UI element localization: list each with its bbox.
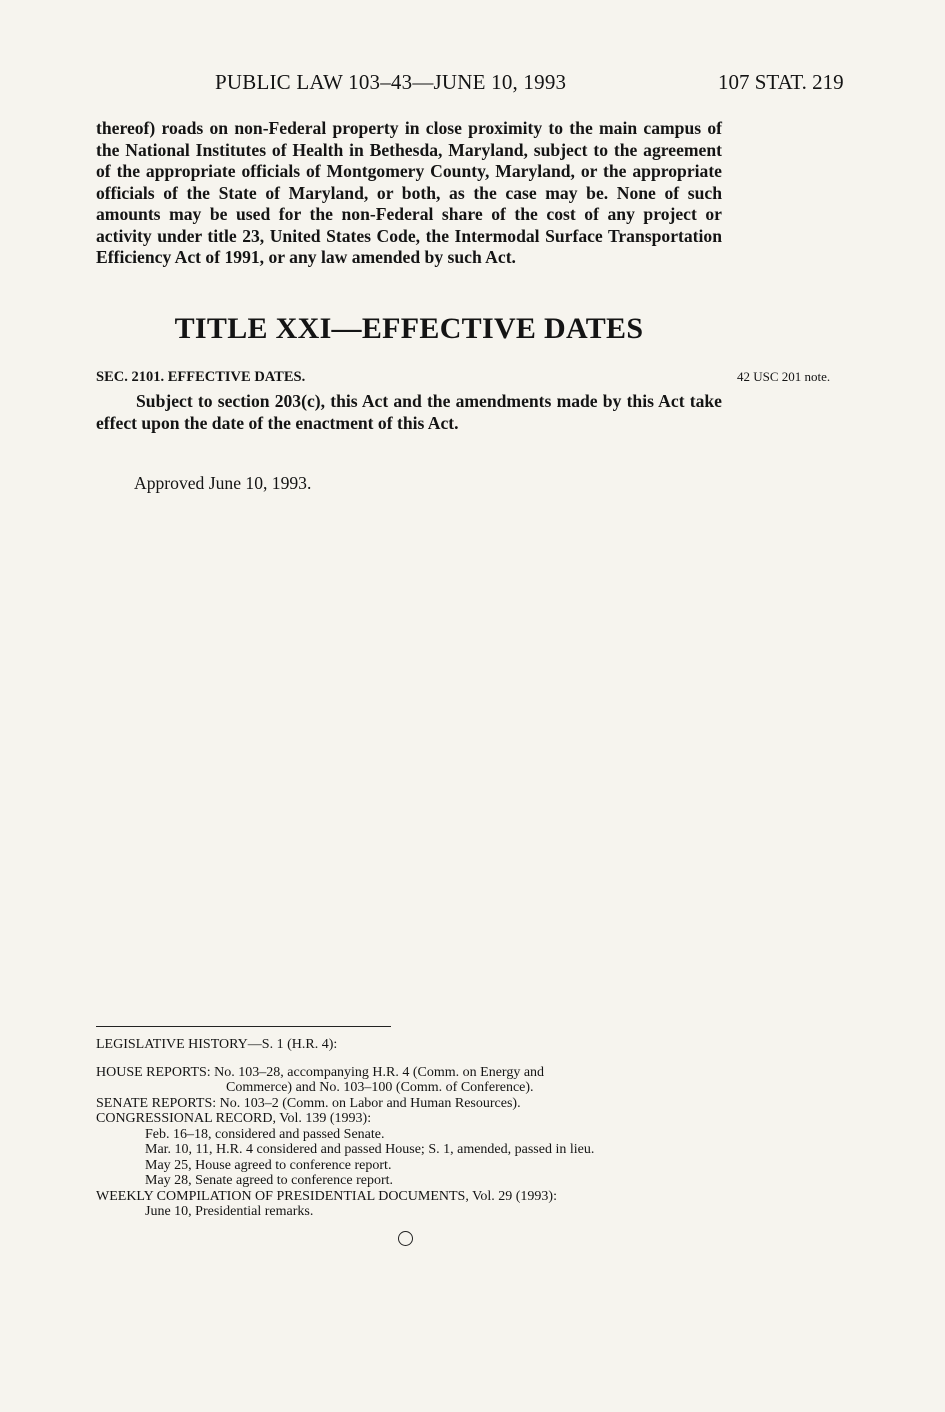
congressional-record-item: May 25, House agreed to conference report. bbox=[145, 1157, 392, 1173]
footnote-rule bbox=[96, 1026, 391, 1027]
running-head: PUBLIC LAW 103–43—JUNE 10, 1993 bbox=[215, 70, 567, 94]
legislative-history bbox=[96, 1037, 736, 1220]
approval-line: Approved June 10, 1993. bbox=[134, 473, 312, 493]
weekly-compilation-line: WEEKLY COMPILATION OF PRESIDENTIAL DOCUMENTS, Vol. 29 (1993): bbox=[96, 1188, 557, 1204]
paragraph-continuation: thereof) roads on non-Federal property in close proximity to the main campus of the National Institutes of Health in Bethesda, Maryland, subject to the agreement of the appropriate officials of Montgomery County, Maryland, or the appropriate officials of the State of Maryland, or both, as the case may be. None of such amounts may be used for the non-Federal share of the cost of any project or activity under title 23, United States Code, the Intermodal Surface Transportation Efficiency Act of 1991, or any law amended by such Act. bbox=[96, 118, 722, 267]
senate-reports-line: SENATE REPORTS: No. 103–2 (Comm. on Labor and Human Resources). bbox=[96, 1095, 521, 1111]
title-heading: TITLE XXI—EFFECTIVE DATES bbox=[174, 312, 644, 345]
congressional-record-item: Feb. 16–18, considered and passed Senate. bbox=[145, 1126, 385, 1142]
house-reports-line: HOUSE REPORTS: No. 103–28, accompanying H.R. 4 (Comm. on Energy and bbox=[96, 1064, 545, 1080]
congressional-record-line: CONGRESSIONAL RECORD, Vol. 139 (1993): bbox=[96, 1111, 372, 1126]
end-of-law-circle-icon bbox=[398, 1231, 413, 1246]
congressional-record-item: Mar. 10, 11, H.R. 4 considered and passed House; S. 1, amended, passed in lieu. bbox=[145, 1142, 595, 1157]
statute-citation: 107 STAT. 219 bbox=[718, 70, 844, 94]
section-heading: SEC. 2101. EFFECTIVE DATES. bbox=[96, 369, 306, 385]
weekly-compilation-item: June 10, Presidential remarks. bbox=[145, 1204, 314, 1219]
house-reports-continuation: Commerce) and No. 103–100 (Comm. of Conference). bbox=[226, 1080, 534, 1095]
paragraph-effective-dates: Subject to section 203(c), this Act and the amendments made by this Act take effect upon the date of the enactment of this Act. bbox=[96, 391, 722, 433]
congressional-record-item: May 28, Senate agreed to conference report. bbox=[145, 1173, 393, 1188]
margin-note: 42 USC 201 note. bbox=[737, 369, 831, 384]
legislative-history-title: LEGISLATIVE HISTORY—S. 1 (H.R. 4): bbox=[96, 1037, 338, 1052]
